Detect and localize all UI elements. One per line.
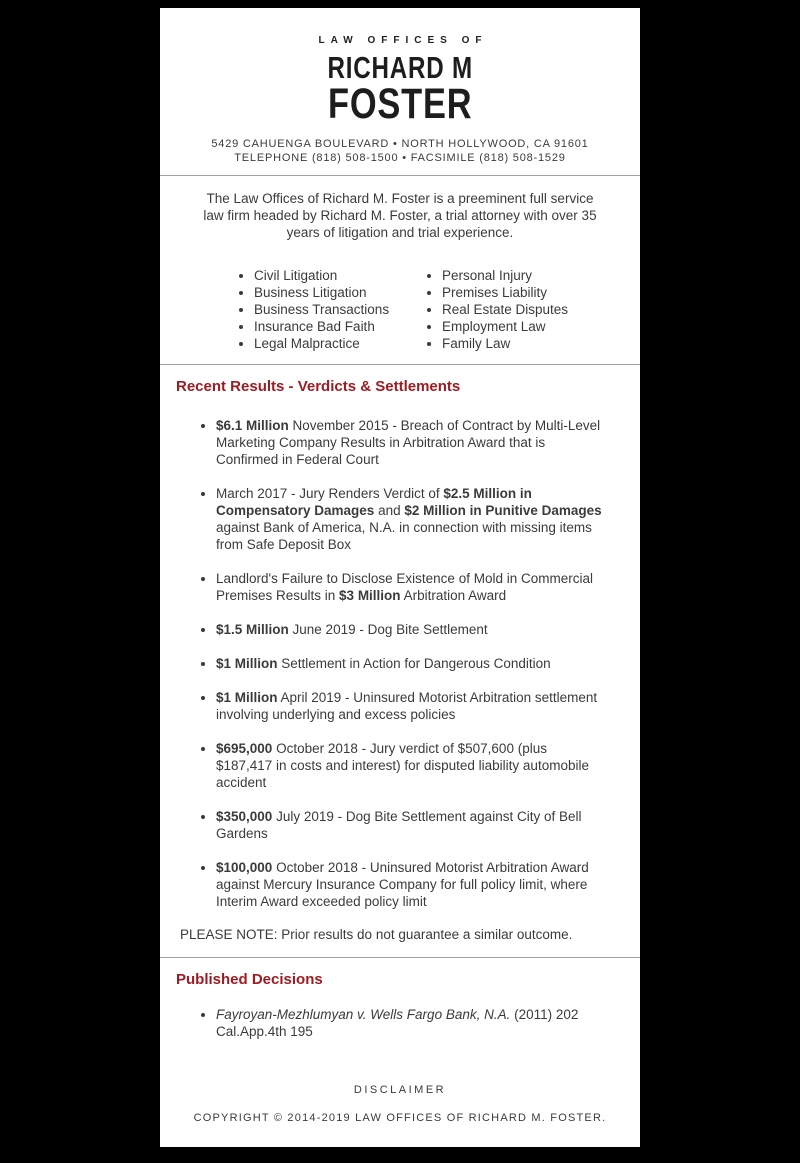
published-decisions-section bbox=[160, 958, 640, 1040]
text-segment: $695,000 bbox=[216, 740, 273, 756]
text-segment: Arbitration Award bbox=[400, 587, 507, 603]
page-footer bbox=[160, 1080, 640, 1147]
page-card bbox=[160, 8, 640, 1147]
logo-tagline: LAW OFFICES OF bbox=[318, 35, 488, 46]
copyright-text: COPYRIGHT © 2014-2019 LAW OFFICES OF RICHARD M. FOSTER. bbox=[193, 1112, 607, 1124]
list-item: • Real Estate Disputes bbox=[442, 301, 568, 318]
text-segment: Fayroyan-Mezhlumyan v. Wells Fargo Bank, N.A. bbox=[216, 1006, 511, 1022]
list-item bbox=[216, 417, 606, 468]
recent-results-list bbox=[160, 417, 640, 910]
text-segment: $3 Million bbox=[339, 587, 401, 603]
practice-areas-right-list bbox=[426, 267, 568, 352]
list-item bbox=[216, 570, 606, 604]
text-segment: $1 Million bbox=[216, 689, 278, 705]
disclaimer-link[interactable]: DISCLAIMER bbox=[353, 1084, 447, 1096]
text-segment: October 2018 - Jury verdict of $507,600 (plus $187,417 in costs and interest) for disputed liability automobile accident bbox=[216, 740, 589, 790]
text-segment: Settlement in Action for Dangerous Condition bbox=[277, 655, 551, 671]
list-item bbox=[216, 689, 606, 723]
intro-paragraph: The Law Offices of Richard M. Foster is a preeminent full service law firm headed by Richard M. Foster, a trial attorney with over 35 years of litigation and trial experience. bbox=[203, 190, 597, 240]
text-segment: against Bank of America, N.A. in connection with missing items from Safe Deposit Box bbox=[216, 519, 592, 552]
divider-header bbox=[160, 175, 640, 176]
list-item bbox=[216, 1006, 606, 1040]
recent-results-section bbox=[160, 365, 640, 943]
list-item: • Family Law bbox=[442, 335, 568, 352]
list-item: • Business Litigation bbox=[254, 284, 422, 301]
list-item bbox=[216, 655, 606, 672]
text-segment: $2.5 Million in Compensatory Damages bbox=[216, 485, 532, 518]
list-item: • Premises Liability bbox=[442, 284, 568, 301]
list-item: • Employment Law bbox=[442, 318, 568, 335]
list-item: • Insurance Bad Faith bbox=[254, 318, 422, 335]
published-decisions-list bbox=[160, 1006, 640, 1040]
text-segment: $1.5 Million bbox=[216, 621, 289, 637]
text-segment: July 2019 - Dog Bite Settlement against City of Bell Gardens bbox=[216, 808, 582, 841]
text-segment: $2 Million in Punitive Damages bbox=[404, 502, 602, 518]
list-item bbox=[216, 859, 606, 910]
recent-results-heading: Recent Results - Verdicts & Settlements bbox=[176, 377, 461, 395]
list-item bbox=[216, 485, 606, 553]
logo-name-first: RICHARD M bbox=[327, 50, 473, 85]
text-segment: $6.1 Million bbox=[216, 417, 289, 433]
list-item bbox=[216, 740, 606, 791]
list-item: • Business Transactions bbox=[254, 301, 422, 318]
text-segment: June 2019 - Dog Bite Settlement bbox=[288, 621, 488, 637]
address-line: 5429 CAHUENGA BOULEVARD • NORTH HOLLYWOOD, CA 91601 bbox=[211, 137, 589, 150]
please-note-text: PLEASE NOTE: Prior results do not guarantee a similar outcome. bbox=[180, 926, 573, 942]
text-segment: and bbox=[374, 502, 405, 518]
contact-block bbox=[160, 137, 640, 165]
text-segment: Landlord's Failure to Disclose Existence of Mold in Commercial Premises Results in bbox=[216, 570, 593, 603]
list-item bbox=[216, 808, 606, 842]
list-item: • Legal Malpractice bbox=[254, 335, 422, 352]
published-decisions-heading: Published Decisions bbox=[176, 970, 323, 988]
text-segment: $350,000 bbox=[216, 808, 273, 824]
text-segment: April 2019 - Uninsured Motorist Arbitration settlement involving underlying and excess policies bbox=[216, 689, 598, 722]
text-segment: March 2017 - Jury Renders Verdict of bbox=[216, 485, 444, 501]
text-segment: November 2015 - Breach of Contract by Multi-Level Marketing Company Results in Arbitration Award that is Confirmed in Federal Court bbox=[216, 417, 601, 467]
list-item: • Civil Litigation bbox=[254, 267, 422, 284]
phone-fax-line: TELEPHONE (818) 508-1500 • FACSIMILE (818) 508-1529 bbox=[234, 151, 566, 164]
logo-name-last: FOSTER bbox=[327, 80, 473, 128]
practice-areas-left-list bbox=[238, 267, 422, 352]
practice-areas bbox=[160, 267, 640, 352]
site-header bbox=[160, 8, 640, 165]
text-segment: $1 Million bbox=[216, 655, 278, 671]
list-item: • Personal Injury bbox=[442, 267, 568, 284]
list-item bbox=[216, 621, 606, 638]
text-segment: $100,000 bbox=[216, 859, 273, 875]
text-segment: October 2018 - Uninsured Motorist Arbitration Award against Mercury Insurance Company for full policy limit, where Interim Award exceeded policy limit bbox=[216, 859, 589, 909]
firm-logo bbox=[160, 35, 640, 128]
text-segment: (2011) 202 Cal.App.4th 195 bbox=[216, 1006, 579, 1039]
